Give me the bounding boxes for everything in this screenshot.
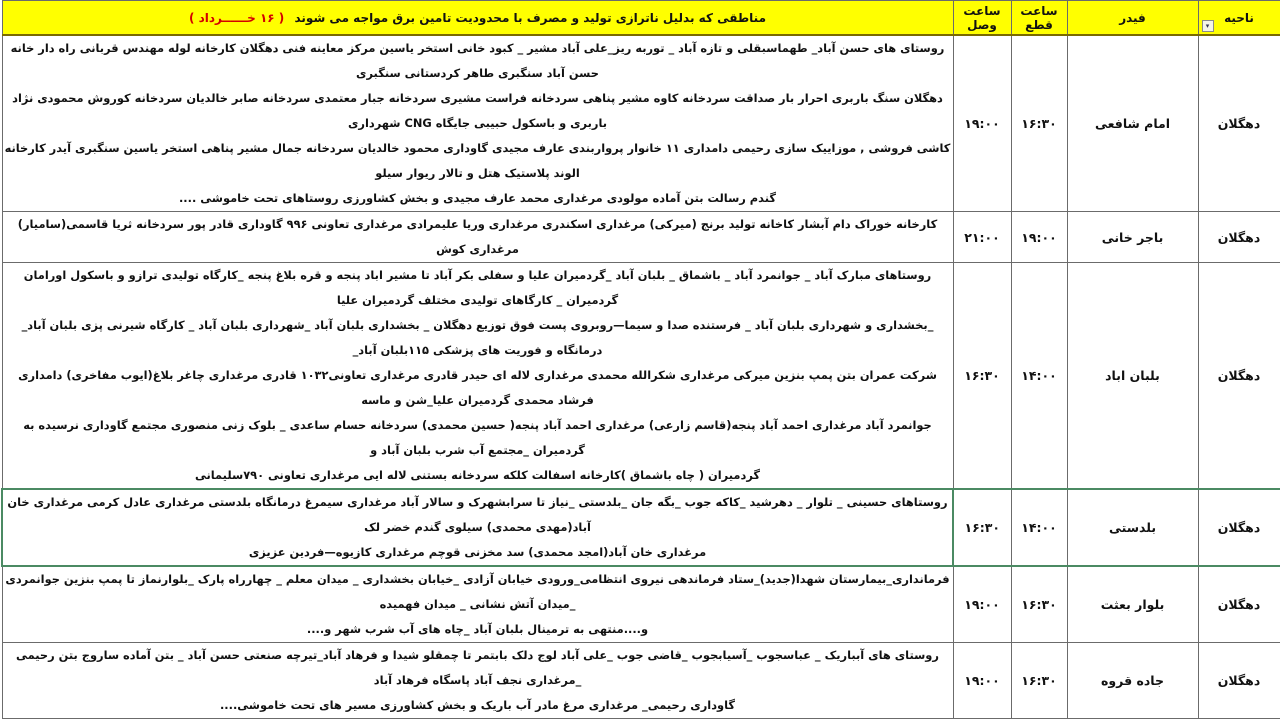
table-row [2,35,1280,212]
feeder-cell: باجر خانی [1067,212,1198,263]
cut-time-cell: ۱۴:۰۰ [1011,263,1067,490]
connect-time-cell: ۱۹:۰۰ [953,643,1011,719]
column-header-region-label: ناحیه [1224,10,1254,25]
affected-areas-line: روستای های آبباریک _ عباسجوب _آسیابجوب _قاضی جوب _علی آباد لوج دلک بابتمر تا چمقلو شیدا و فرهاد آباد_تیرچه صنعتی حسن آباد _ بتن آماده ساروج بتن رحیمی _مرغداری نجف آباد پاسگاه فرهاد آباد [16,648,939,687]
cut-time-cell: ۱۶:۳۰ [1011,35,1067,212]
table-row [2,643,1280,719]
table-title-date: ( ۱۶ خــــــرداد ) [188,10,285,25]
affected-areas-cell [2,35,953,212]
affected-areas-line: گردمیران ( چاه باشماق )کارخانه اسفالت کلکه سردخانه بستنی لاله ایی مرغداری تعاونی ۷۹۰سلیمانی [194,468,761,482]
affected-areas-cell [2,566,953,643]
table-row [2,212,1280,263]
feeder-cell: بلدستی [1067,489,1198,566]
table-row [2,566,1280,643]
region-cell: دهگلان [1198,566,1280,643]
cut-time-cell: ۱۶:۳۰ [1011,566,1067,643]
affected-areas-line: شرکت عمران بتن پمپ بنزین میرکی مرغداری شکرالله محمدی مرغداری لاله ای حیدر قادری مرغداری تعاونی۱۰۳۲ قادری مرغداری چاغر بلاغ(ایوب مفاخری) دامداری فرشاد محمدی گردمیران علیا_شن و ماسه [18,368,937,407]
table-row [2,489,1280,566]
table-row [2,263,1280,490]
affected-areas-line: _بخشداری و شهرداری بلبان آباد _ فرستنده صدا و سیما—روبروی پست فوق توزیع دهگلان _ بخشداری بلبان آباد _شهرداری بلبان آباد _ کارگاه شیرنی پزی بلبان آباد_ درمانگاه و فوریت های پزشکی ۱۱۵بلبان آباد_ [21,318,934,357]
affected-areas-cell [2,489,953,566]
affected-areas-cell [2,263,953,490]
column-header-region[interactable] [1198,1,1280,36]
cut-time-cell: ۱۶:۳۰ [1011,643,1067,719]
feeder-cell: جاده قروه [1067,643,1198,719]
region-cell: دهگلان [1198,489,1280,566]
affected-areas-line: دهگلان سنگ باربری احرار بار صداقت سردخانه کاوه مشیر پناهی سردخانه فراست مشیری سردخانه جبار معتمدی سردخانه صابر خالدیان سردخانه کوروش محمودی نژاد باربری و باسکول حبیبی جایگاه CNG شهرداری [12,91,943,130]
connect-time-cell: ۱۶:۳۰ [953,489,1011,566]
affected-areas-line: روستاهای حسینی _ تلوار _ دهرشید _کاکه جوب _بگه جان _بلدستی _نیاز تا سرابشهرک و سالار آباد مرغداری سیمرغ درمانگاه بلدستی مرغداری عادل کرمی مرغداری خان آباد(مهدی محمدی) سیلوی گندم خضر لک [7,495,948,534]
affected-areas-line: کاشی فروشی , موزاییک سازی رحیمی دامداری ۱۱ خانوار پرواربندی عارف مجیدی گاوداری محمود خالدیان سردخانه جمال مشیر پناهی استخر یاسین سنگبری آیدر کارخانه الوند پلاستیک هتل و تالار ریوار سیلو [4,141,951,180]
column-header-feeder [1067,1,1198,36]
affected-areas-line: گاوداری رحیمی_ مرغداری مرغ مادر آب باریک و بخش کشاورزی مسیر های تحت خاموشی.... [219,698,736,712]
feeder-cell: بلبان اباد [1067,263,1198,490]
table-title-text: مناطقی که بدلیل ناترازی تولید و مصرف با محدودیت تامین برق مواجه می شوند [294,10,767,25]
affected-areas-line: گندم رسالت بتن آماده مولودی مرغداری محمد عارف مجیدی و بخش کشاورزی روستاهای تحت خاموشی .... [178,191,777,205]
column-header-connect-time [953,1,1011,36]
cut-time-cell: ۱۴:۰۰ [1011,489,1067,566]
affected-areas-line: روستاهای مبارک آباد _ جوانمرد آباد _ باشماق _ بلبان آباد _گردمیران علیا و سفلی بکر آباد تا مشیر اباد پنجه و قره بلاغ پنجه _کارگاه تولیدی ترازو و باسکول اورامان گردمیران _ کارگاهای تولیدی مختلف گردمیران علیا [23,268,932,307]
affected-areas-line: کارخانه خوراک دام آبشار کاخانه تولید برنج (میرکی) مرغداری اسکندری مرغداری وریا علیمرادی مرغداری تعاونی ۹۹۶ گاوداری قادر پور سردخانه ثریا قاسمی(سامیار) مرغداری کوش [17,217,938,256]
affected-areas-cell [2,212,953,263]
column-header-connect-time-label: ساعت وصل [963,3,1001,32]
affected-areas-line: روستای های حسن آباد_ طهماسبقلی و تازه آباد _ توربه ریز_علی آباد مشیر _ کبود خانی استخر یاسین مرکز معاینه فنی دهگلان کارخانه لوله مهندس قربانی راه دار خانه حسن آباد سنگبری طاهر کردستانی سنگبری [10,41,945,80]
region-cell: دهگلان [1198,212,1280,263]
connect-time-cell: ۲۱:۰۰ [953,212,1011,263]
table-title [2,1,953,36]
column-header-feeder-label: فیدر [1119,10,1146,25]
region-cell: دهگلان [1198,35,1280,212]
region-cell: دهگلان [1198,643,1280,719]
header-row [2,1,1280,36]
connect-time-cell: ۱۹:۰۰ [953,35,1011,212]
affected-areas-line: جوانمرد آباد مرغداری احمد آباد پنجه(قاسم زارعی) مرغداری احمد آباد پنجه( حسین محمدی) سردخانه حسام ساعدی _ بلوک زنی منصوری مجتمع گاوداری نرسیده به گردمیران _مجتمع آب شرب بلبان آباد و [23,418,932,457]
affected-areas-cell [2,643,953,719]
connect-time-cell: ۱۶:۳۰ [953,263,1011,490]
outage-table [1,0,1280,719]
feeder-cell: امام شافعی [1067,35,1198,212]
feeder-cell: بلوار بعثت [1067,566,1198,643]
column-header-cut-time-label: ساعت قطع [1020,3,1058,32]
cut-time-cell: ۱۹:۰۰ [1011,212,1067,263]
column-header-cut-time [1011,1,1067,36]
affected-areas-line: و....منتهی به ترمینال بلبان آباد _چاه های آب شرب شهر و.... [306,622,649,636]
affected-areas-line: فرمانداری_بیمارستان شهدا(جدید)_ستاد فرماندهی نیروی انتظامی_ورودی خیابان آزادی _خیابان بخشداری _ میدان معلم _ چهارراه پارک _بلوارنماز تا پمپ بنزین جوانمردی _میدان آتش نشانی _ میدان فهمیده [5,572,950,611]
region-cell: دهگلان [1198,263,1280,490]
affected-areas-line: مرغداری خان آباد(امجد محمدی) سد مخزنی قوچم مرغداری کازیوه—فردین عزیزی [248,545,707,559]
filter-dropdown-icon[interactable]: ▾ [1202,20,1214,32]
connect-time-cell: ۱۹:۰۰ [953,566,1011,643]
